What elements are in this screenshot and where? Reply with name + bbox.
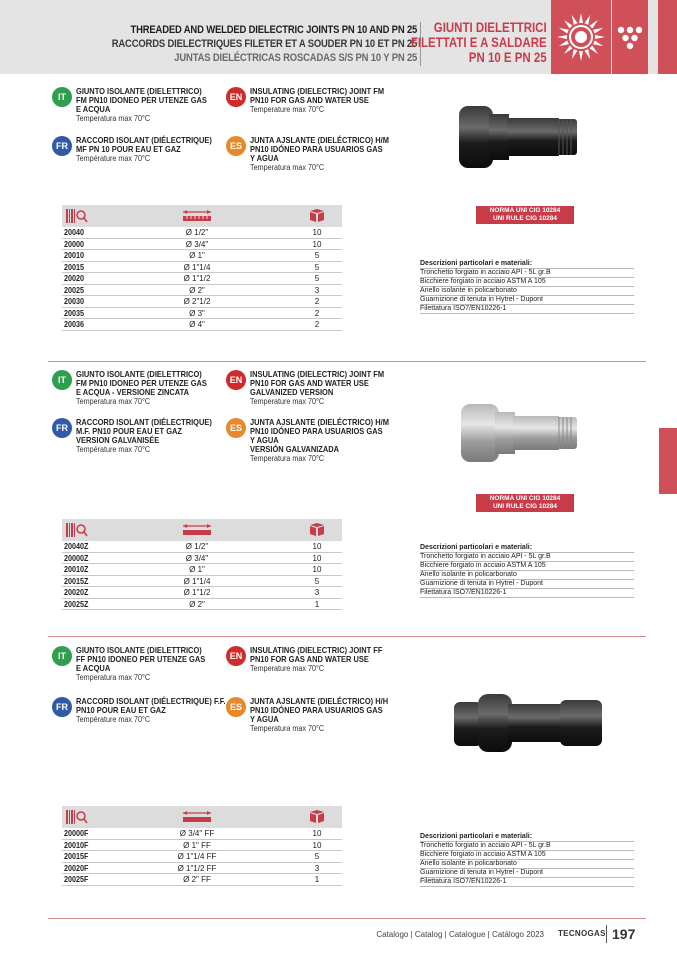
product-code: 20030	[64, 297, 85, 306]
materials-line: Filettatura ISO7/EN10226-1	[420, 878, 634, 887]
materials-line: Anello isolante in policarbonato	[420, 571, 634, 580]
lang-title: RACCORD ISOLANT (DIÉLECTRIQUE)	[76, 135, 212, 145]
diameter-ruler-icon	[182, 810, 212, 829]
product-qty: 10	[312, 228, 322, 237]
lang-title: GIUNTO ISOLANTE (DIELETTRICO)	[76, 369, 202, 379]
page-header	[0, 0, 677, 74]
diameter-ruler-icon	[182, 523, 212, 542]
lang-title: PN10 IDÓNEO PARA USUARIOS GAS	[250, 426, 383, 436]
package-icon	[308, 209, 326, 228]
product-qty: 5	[314, 251, 320, 260]
table-row	[62, 564, 342, 576]
product-qty: 1	[314, 599, 320, 609]
product-code: 20036	[64, 320, 85, 329]
product-size: Ø 2" FF	[183, 875, 211, 884]
table-row	[62, 273, 342, 285]
lang-title: RACCORD ISOLANT (DIÉLECTRIQUE) F.F.	[76, 696, 226, 706]
product-size: Ø 1"1/2 FF	[177, 863, 217, 873]
product-code: 20020	[64, 274, 85, 283]
barcode-icon	[66, 810, 88, 829]
header-edge-tab	[658, 0, 677, 74]
lang-title: JUNTA AJSLANTE (DIELÉCTRICO) H/M	[250, 135, 389, 145]
barcode-icon	[66, 209, 88, 228]
page-number: 197	[612, 926, 636, 942]
table-header	[62, 205, 342, 227]
lang-title: JUNTA AJSLANTE (DIELÉCTRICO) H/H	[250, 696, 389, 706]
product-size: Ø 1"1/4	[183, 576, 211, 586]
header-title-fr: RACCORDS DIELECTRIQUES FILETER ET A SOUDER PN 10 ET PN 25	[111, 38, 417, 50]
lang-temperature: Temperatura max 70°C	[250, 724, 325, 733]
table-row	[62, 296, 342, 308]
norma-line: NORMA UNI CIG 10284	[489, 495, 561, 502]
table-row	[62, 262, 342, 274]
barcode-icon	[66, 523, 88, 542]
product-photo-galvanized-joint	[455, 394, 585, 479]
table-row	[62, 239, 342, 251]
flag-it-badge: IT	[52, 646, 72, 666]
lang-title: PN10 IDÓNEO PARA USUARIOS GAS	[250, 144, 383, 154]
product-code: 20015F	[64, 852, 89, 861]
materials-line: Filettatura ISO7/EN10226-1	[420, 305, 634, 314]
materials-line: Anello isolante in policarbonato	[420, 287, 634, 296]
product-code: 20025Z	[64, 599, 89, 609]
lang-title: MF PN 10 POUR EAU ET GAZ	[76, 144, 181, 154]
materials-line: Tronchetto forgiato in acciaio API - 5L gr.B	[420, 842, 634, 851]
table-row	[62, 553, 342, 565]
flag-es-badge: ES	[226, 136, 246, 156]
flag-fr-badge: FR	[52, 697, 72, 717]
flag-fr-badge: FR	[52, 136, 72, 156]
materials-line: Bicchiere forgiato in acciaio ASTM A 105	[420, 278, 634, 287]
product-qty: 10	[312, 840, 322, 850]
norma-line: UNI RULE CIG 10284	[493, 215, 557, 222]
footer-catalog: Catalogo | Catalog | Catalogue | Catálogo 2023	[376, 930, 544, 939]
lang-temperature: Temperature max 70°C	[250, 105, 325, 114]
norma-badge	[476, 206, 574, 224]
materials-description-1	[420, 260, 634, 314]
materials-line: Tronchetto forgiato in acciaio API - 5L gr.B	[420, 269, 634, 278]
table-row	[62, 319, 342, 331]
lang-title: E ACQUA - VERSIONE ZINCATA	[76, 387, 190, 397]
product-qty: 5	[314, 576, 320, 586]
product-qty: 2	[314, 297, 320, 306]
product-qty: 3	[314, 285, 320, 295]
materials-line: Guarnizione di tenuta in Hytrel - Dupont	[420, 869, 634, 878]
product-qty: 2	[314, 320, 320, 329]
table-row	[62, 587, 342, 599]
materials-line: Filettatura ISO7/EN10226-1	[420, 589, 634, 598]
product-qty: 1	[314, 875, 320, 884]
norma-badge	[476, 494, 574, 512]
table-header	[62, 806, 342, 828]
product-code: 20000	[64, 239, 85, 249]
materials-line: Guarnizione di tenuta in Hytrel - Dupont	[420, 580, 634, 589]
lang-title: GALVANIZED VERSION	[250, 387, 334, 397]
product-qty: 2	[314, 308, 320, 318]
product-code: 20025	[64, 285, 85, 295]
materials-line: Bicchiere forgiato in acciaio ASTM A 105	[420, 851, 634, 860]
materials-line: Bicchiere forgiato in acciaio ASTM A 105	[420, 562, 634, 571]
lang-temperature: Température max 70°C	[76, 715, 151, 724]
lang-title: RACCORD ISOLANT (DIÉLECTRIQUE)	[76, 417, 212, 427]
product-code: 20040Z	[64, 542, 89, 551]
product-code: 20000Z	[64, 553, 89, 563]
lang-title: M.F. PN10 POUR EAU ET GAZ	[76, 426, 182, 436]
lang-temperature: Temperatura max 70°C	[250, 163, 325, 172]
product-photo-fm-joint	[455, 92, 585, 187]
product-qty: 3	[314, 863, 320, 873]
lang-temperature: Temperature max 70°C	[250, 664, 325, 673]
product-code: 20020Z	[64, 588, 89, 597]
lang-title: Y AGUA	[250, 435, 279, 445]
product-qty: 10	[312, 542, 322, 551]
section-divider	[48, 361, 646, 362]
lang-temperature: Temperatura max 70°C	[76, 397, 151, 406]
product-size: Ø 4"	[189, 320, 205, 329]
table-row	[62, 576, 342, 588]
product-code: 20010Z	[64, 565, 89, 574]
table-row	[62, 840, 342, 852]
table-header	[62, 519, 342, 541]
product-code: 20010F	[64, 840, 89, 850]
product-photo-ff-joint	[450, 682, 610, 767]
product-qty: 10	[312, 239, 322, 249]
side-section-tab	[659, 428, 677, 494]
lang-temperature: Temperatura max 70°C	[76, 673, 151, 682]
product-size: Ø 1/2"	[185, 228, 209, 237]
dots-logo-icon	[612, 0, 648, 74]
table-row	[62, 599, 342, 611]
header-title-en: THREADED AND WELDED DIELECTRIC JOINTS PN 10 AND PN 25	[130, 24, 417, 36]
product-size: Ø 1"	[189, 565, 205, 574]
lang-title: VERSIÓN GALVANIZADA	[250, 444, 340, 454]
product-qty: 5	[314, 262, 320, 272]
product-qty: 10	[312, 553, 322, 563]
lang-title: FF PN10 IDONEO PER UTENZE GAS	[76, 654, 206, 664]
lang-title: PN10 FOR GAS AND WATER USE	[250, 95, 369, 105]
flag-en-badge: EN	[226, 370, 246, 390]
product-code: 20025F	[64, 875, 89, 884]
product-code: 20015Z	[64, 576, 89, 586]
product-table-2	[62, 519, 342, 610]
header-it-line2: FILETTATI E A SALDARE	[411, 34, 547, 50]
lang-title: E ACQUA	[76, 663, 111, 673]
header-title-it	[381, 20, 547, 65]
product-size: Ø 3/4"	[185, 553, 209, 563]
lang-title: GIUNTO ISOLANTE (DIELETTRICO)	[76, 645, 202, 655]
materials-title: Descrizioni particolari e materiali:	[420, 833, 634, 842]
product-size: Ø 2"	[189, 285, 205, 295]
lang-title: PN10 FOR GAS AND WATER USE	[250, 378, 369, 388]
product-qty: 10	[312, 565, 322, 574]
product-code: 20035	[64, 308, 85, 318]
table-row	[62, 285, 342, 297]
product-size: Ø 1"1/2	[183, 274, 211, 283]
norma-line: NORMA UNI CIG 10284	[489, 207, 561, 214]
materials-description-3	[420, 833, 634, 887]
product-code: 20015	[64, 262, 85, 272]
product-size: Ø 2"	[189, 599, 205, 609]
header-it-line1: GIUNTI DIELETTRICI	[434, 19, 547, 35]
package-icon	[308, 810, 326, 829]
table-row	[62, 227, 342, 239]
materials-line: Guarnizione di tenuta in Hytrel - Dupont	[420, 296, 634, 305]
table-row	[62, 863, 342, 875]
header-title-es: JUNTAS DIELÉCTRICAS ROSCADAS S/S PN 10 Y PN 25	[174, 52, 417, 64]
flag-es-badge: ES	[226, 697, 246, 717]
package-icon	[308, 523, 326, 542]
flag-en-badge: EN	[226, 646, 246, 666]
lang-title: VERSION GALVANISÉE	[76, 435, 160, 445]
materials-description-2	[420, 544, 634, 598]
materials-title: Descrizioni particolari e materiali:	[420, 260, 634, 269]
lang-title: INSULATING (DIELECTRIC) JOINT FF	[250, 645, 383, 655]
lang-title: JUNTA AJSLANTE (DIELÉCTRICO) H/M	[250, 417, 389, 427]
lang-temperature: Température max 70°C	[76, 445, 151, 454]
section-divider	[48, 636, 646, 637]
footer-divider	[606, 925, 607, 943]
table-row	[62, 851, 342, 863]
product-code: 20000F	[64, 829, 89, 838]
flag-es-badge: ES	[226, 418, 246, 438]
lang-temperature: Temperatura max 70°C	[76, 114, 151, 123]
lang-temperature: Température max 70°C	[76, 154, 151, 163]
lang-title: FM PN10 IDONEO PER UTENZE GAS	[76, 95, 207, 105]
product-size: Ø 1"	[189, 251, 205, 260]
table-row	[62, 308, 342, 320]
product-code: 20010	[64, 251, 85, 260]
product-size: Ø 3"	[189, 308, 205, 318]
header-titles	[62, 23, 417, 65]
product-code: 20020F	[64, 863, 89, 873]
product-size: Ø 1"1/4	[183, 262, 211, 272]
lang-title: PN10 POUR EAU ET GAZ	[76, 705, 166, 715]
table-row	[62, 541, 342, 553]
header-it-line3: PN 10 E PN 25	[469, 49, 547, 65]
product-size: Ø 3/4" FF	[179, 829, 215, 838]
table-row	[62, 874, 342, 886]
product-qty: 3	[314, 588, 320, 597]
lang-title: E ACQUA	[76, 104, 111, 114]
footer-brand: TECNOGAS	[558, 929, 606, 938]
lang-temperature: Temperatura max 70°C	[250, 454, 325, 463]
section-divider	[48, 918, 646, 919]
table-row	[62, 828, 342, 840]
product-size: Ø 1" FF	[183, 840, 211, 850]
product-qty: 5	[314, 852, 320, 861]
dielectric-sun-icon	[551, 0, 611, 74]
lang-title: GIUNTO ISOLANTE (DIELETTRICO)	[76, 86, 202, 96]
lang-title: INSULATING (DIELECTRIC) JOINT FM	[250, 86, 385, 96]
product-code: 20040	[64, 228, 85, 237]
table-row	[62, 250, 342, 262]
flag-it-badge: IT	[52, 370, 72, 390]
product-qty: 10	[312, 829, 322, 838]
materials-line: Tronchetto forgiato in acciaio API - 5L gr.B	[420, 553, 634, 562]
lang-title: PN10 IDÓNEO PARA USUARIOS GAS	[250, 705, 383, 715]
lang-title: INSULATING (DIELECTRIC) JOINT FM	[250, 369, 385, 379]
product-size: Ø 1/2"	[185, 542, 209, 551]
product-table-3	[62, 806, 342, 886]
lang-title: Y AGUA	[250, 153, 279, 163]
product-qty: 5	[314, 274, 320, 283]
product-table-1	[62, 205, 342, 331]
flag-en-badge: EN	[226, 87, 246, 107]
product-size: Ø 1"1/2	[183, 588, 211, 597]
materials-line: Anello isolante in policarbonato	[420, 860, 634, 869]
norma-line: UNI RULE CIG 10284	[493, 503, 557, 510]
lang-title: Y AGUA	[250, 714, 279, 724]
flag-fr-badge: FR	[52, 418, 72, 438]
product-size: Ø 2"1/2	[183, 297, 211, 306]
product-size: Ø 3/4"	[185, 239, 209, 249]
flag-it-badge: IT	[52, 87, 72, 107]
materials-title: Descrizioni particolari e materiali:	[420, 544, 634, 553]
lang-title: FM PN10 IDONEO PER UTENZE GAS	[76, 378, 207, 388]
diameter-ruler-icon	[182, 209, 212, 228]
lang-temperature: Temperature max 70°C	[250, 397, 325, 406]
lang-title: PN10 FOR GAS AND WATER USE	[250, 654, 369, 664]
product-size: Ø 1"1/4 FF	[177, 852, 217, 861]
